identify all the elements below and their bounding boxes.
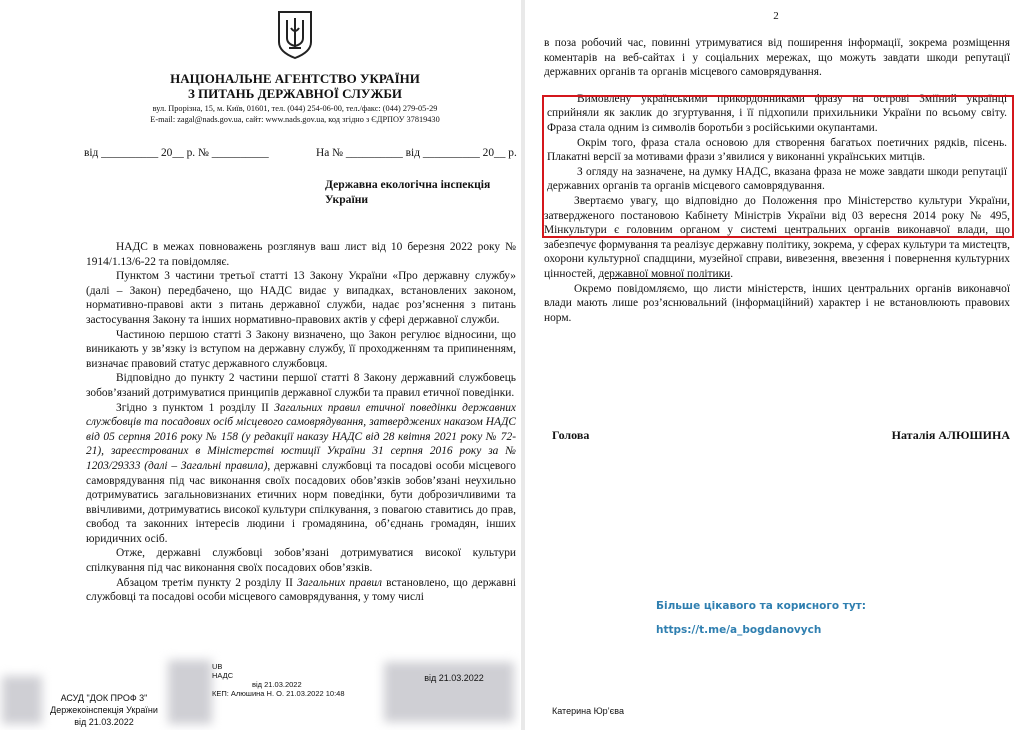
page-divider	[521, 0, 525, 730]
registration-stamp-middle: UB НАДС від 21.03.2022 КЕП: Алюшина Н. О. 21.03.2022 10:48	[212, 662, 345, 698]
blurred-barcode	[2, 676, 42, 724]
page-number: 2	[773, 10, 779, 22]
letter-page-2	[526, 0, 1024, 730]
highlighted-paragraph: Окрім того, фраза стала основою для створення багатьох поетичних рядків, пісень. Плакатні версії за мотивами фрази з’явилися у виконанні українських митців.	[547, 136, 1007, 164]
paragraph: Відповідно до пункту 2 частини першої статті 8 Закону державний службовець зобов’язаний дотримуватися принципів державної служби та правил етичної поведінки.	[86, 372, 516, 399]
telegram-link[interactable]: https://t.me/a_bogdanovych	[656, 624, 822, 636]
agency-name-line1: НАЦІОНАЛЬНЕ АГЕНТСТВО УКРАЇНИ	[170, 71, 420, 86]
paragraph: в поза робочий час, повинні утримуватися від поширення інформації, зокрема розміщення коментарів на веб-сайтах і у соціальних мережах, що можуть завдати шкоди репутації державних органів та органів місцевого самоврядування.	[544, 37, 1010, 79]
signature-name: Наталія АЛЮШИНА	[891, 428, 1010, 442]
outgoing-number-line: від __________ 20__ р. № __________	[84, 147, 269, 159]
paragraph: Звертаємо увагу, що відповідно до Положення про Міністерство культури України, затвердженого постановою Кабінету Міністрів України від 03 вересня 2014 року № 495, Мінкультури є головним органом у системі центральних органів виконавчої влади, що забезпечує формування та реалізує державну політику, зокрема, у сферах культури та мистецтв, охорони культурної спадщини, музейної справи, вивезення, ввезення і повернення культурних цінностей, державної мовної політики.	[544, 194, 1010, 280]
agency-contacts: E-mail: zagal@nads.gov.ua, сайт: www.nads.gov.ua, код згідно з ЄДРПОУ 37819430	[150, 114, 440, 124]
incoming-reference-line: На № __________ від __________ 20__ р.	[316, 147, 517, 159]
recipient: Державна екологічна інспекція України	[325, 178, 491, 206]
paragraph: Отже, державні службовці зобов’язані дотримуватися високої культури спілкування під час виконання своїх посадових обов’язків.	[86, 547, 516, 575]
paragraph: Частиною першою статті 3 Закону визначено, що Закон регулює відносини, що виникають у зв’язку із вступом на державну службу, її проходженням та припиненням, визначає правовий статус державного службовця.	[86, 328, 516, 370]
highlighted-paragraph: З огляду на зазначене, на думку НАДС, вказана фраза не може завдати шкоди репутації державних органів та органів місцевого самоврядування.	[547, 165, 1007, 193]
blurred-barcode	[384, 662, 514, 722]
trident-coat-of-arms-icon	[277, 10, 313, 60]
letter-body-page1	[86, 240, 516, 605]
paragraph: НАДС в межах повноважень розглянув ваш лист від 10 березня 2022 року № 1914/1.13/6-22 та повідомляє.	[86, 241, 516, 268]
highlighted-paragraph: Вимовлену українськими прикордонниками фразу на острові Зміїний українці сприйняли як заклик до згуртування, і її підхопили прихильники України по всьому світу. Фраза стала одним із символів боротьби з російськими окупантами.	[547, 92, 1007, 134]
agency-name-line2: З ПИТАНЬ ДЕРЖАВНОЇ СЛУЖБИ	[187, 86, 403, 101]
blurred-barcode	[168, 660, 212, 724]
promo-text: Більше цікавого та корисного тут:	[656, 600, 866, 612]
paragraph: Абзацом третім пункту 2 розділу II Загальних правил встановлено, що державні службовці та посадові особи місцевого самоврядування, у тому числі	[86, 576, 516, 604]
registration-stamp-left: АСУД "ДОК ПРОФ 3" Держекоінспекція України від 21.03.2022	[50, 693, 158, 727]
signature-title: Голова	[552, 428, 590, 442]
agency-address: вул. Прорізна, 15, м. Київ, 01601, тел. (044) 254-06-00, тел./факс: (044) 279-05-29	[152, 104, 438, 113]
registration-stamp-right: від 21.03.2022	[424, 673, 484, 683]
executor-name: Катерина Юр’єва	[552, 706, 624, 716]
paragraph: Згідно з пунктом 1 розділу II Загальних правил етичної поведінки державних службовців та посадових осіб місцевого самоврядування, затверджених наказом НАДС від 05 серпня 2016 року № 158 (у редакції наказу НАДС від 28 квітня 2021 року № 72-21), зареєстрованих в Міністерстві юстиції України 31 серпня 2016 року за № 1203/29333 (далі – Загальні правила), державні службовці та посадові особи місцевого самоврядування під час виконання своїх посадових обов’язків зобов’язані неухильно дотримуватись загальновизнаних етичних норм поведінки, бути доброзичливими та ввічливими, дотримуватись високої культури спілкування, з повагою ставитись до прав, свобод та законних інтересів людини і громадянина, об’єднань громадян, інших юридичних осіб.	[86, 401, 516, 545]
paragraph: Пунктом 3 частини третьої статті 13 Закону України «Про державну службу» (далі – Закон) передбачено, що НАДС видає у випадках, встановлених законом, нормативно-правові акти з питань державної служби, надає роз’яснення з питань застосування Закону та інших нормативно-правових актів у сфері державної служби.	[86, 270, 516, 326]
highlight-frame	[542, 95, 1014, 238]
paragraph: Окремо повідомляємо, що листи міністерств, інших центральних органів виконавчої влади мають лише роз’яснювальний (інформаційний) характер і не встановлюють правових норм.	[544, 282, 1010, 324]
